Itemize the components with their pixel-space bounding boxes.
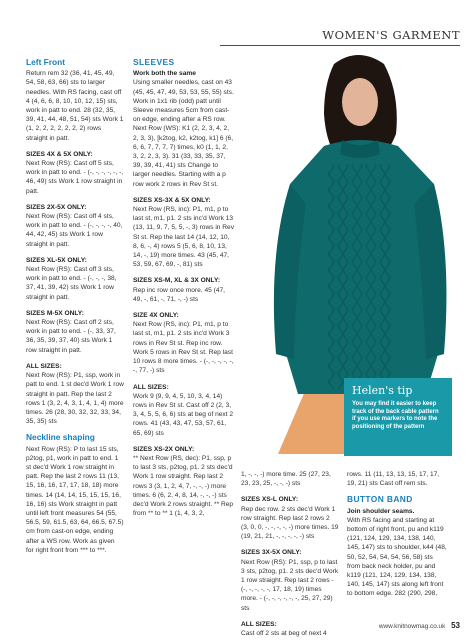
sleeves-xsm-heading: SIZES XS-M, XL & 3X ONLY: xyxy=(133,277,221,285)
tip-box xyxy=(344,378,452,456)
sleeves-column xyxy=(133,58,235,518)
sleeves-heading: SLEEVES xyxy=(133,57,175,67)
col3-3x-text: Next Row (RS): P1, ssp, p to last 3 sts, p2tog, p1. 2 sts dec'd Work 1 row straight. Rep last 2 rows - (-, -, -, -, -, 17, 18, 19) times more. - (-, -, -, -, -, -, 25, 27, 29) sts xyxy=(241,558,339,612)
footer-url: www.knitnowmag.co.uk xyxy=(378,623,446,630)
sleeves-both-text: Using smaller needles, cast on 43 (45, 45, 47, 49, 53, 53, 55, 55) sts. Work in 1x1 rib (odd) patt until Sleeve measures 5cm from cast-on edge, ending after a RS row. xyxy=(133,79,234,124)
left-front-heading: Left Front xyxy=(26,57,66,67)
section-title: WOMEN'S GARMENT xyxy=(220,28,460,46)
all-sizes-text: Next Row (RS): P1, ssp, work in patt to end. 1 st dec'd Work 1 row straight in patt. Rep the last 2 rows 1 (3, 2, 4, 3, 1, 4, 1, 4) more times. 26 (28, 30, 32, 32, 33, 34, 35, 35) sts xyxy=(26,372,124,426)
sizes-2x-heading: SIZES 2X-5X ONLY: xyxy=(26,203,87,211)
sleeves-all-heading: ALL SIZES: xyxy=(133,383,169,391)
sizes-2x-text: Next Row (RS): Cast off 4 sts, work in patt to end. - (-, -, -, -, 40, 44, 42, 45) sts Work 1 row straight in patt. xyxy=(26,213,123,248)
sizes-m-text: Next Row (RS): Cast off 2 sts, work in patt to end. - (-, 33, 37, 36, 35, 39, 37, 40) sts Work 1 row straight in patt. xyxy=(26,319,116,354)
left-front-intro: Return rem 32 (36, 41, 45, 49, 54, 58, 63, 66) sts to larger needles. With RS facing, cast off 4 (4, 6, 6, 8, 10, 10, 12, 15) sts, work in patt to end. 28 (32, 35, 39, 41, 44, 48, 51, 54) sts Work 1 (1, 2, 2, 2, 2, 2, 2, 2) rows straight in patt. xyxy=(26,70,124,142)
page-number: 53 xyxy=(451,621,460,630)
sizes-4x-heading: SIZES 4X & 5X ONLY: xyxy=(26,150,93,158)
sizes-4x-text: Next Row (RS): Cast off 5 sts, work in patt to end. - (-, -, -, -, -, -, 46, 49) sts Work 1 row straight in patt. xyxy=(26,160,124,195)
tip-title: Helen's tip xyxy=(352,384,413,397)
sizes-m-heading: SIZES M-5X ONLY: xyxy=(26,309,84,317)
sleeves-xs3x-text: Next Row (RS, inc): P1, m1, p to last st, m1, p1. 2 sts inc'd Work 13 (13, 11, 9, 7, 5, 5, -, 3) rows in Rev St st. Rep the last 14 (14, 12, 10, 8, 6, -, 4) rows 5 (5, 6, 8, 10, 13, 14, -, 19) more times. 43 (45, 47, 53, 59, 67, 69, -, 81) sts xyxy=(133,206,235,269)
sleeves-xsm-text: Rep inc row once more. 45 (47, 49, -, 61, -, 71, -, -) sts xyxy=(133,286,225,303)
sleeves-2x-heading: SIZES XS-2X ONLY: xyxy=(133,445,195,453)
sleeves-continued-column xyxy=(241,470,339,638)
neckline-heading: Neckline shaping xyxy=(26,432,95,443)
col3-xsl-text: Rep dec row. 2 sts dec'd Work 1 row straight. Rep last 2 rows 2 (3, 0, 0, -, -, -, -, -) more times. 19 (19, 21, 21, -, -, -, -, -) sts xyxy=(241,505,339,541)
all-sizes-heading: ALL SIZES: xyxy=(26,362,62,370)
sleeves-2x-text: ** Next Row (RS, dec): P1, ssp, p to last 3 sts, p2tog, p1. 2 sts dec'd Work 1 row straight. Rep last 2 rows 3 (3, 1, 2, 4, 7, -, -, -) more times. 6 (6, 2, 4, 8, 14, -, -, -) sts dec'd Work 2 rows straight. ** Rep from ** to ** 1 (1, 4, 3, 2, xyxy=(133,454,234,518)
col3-continued-text: 1, -, -, -) more time. 25 (27, 23, 23, 23, 25, -, -, -) sts xyxy=(241,471,331,488)
button-band-column xyxy=(347,470,447,599)
button-band-heading: BUTTON BAND xyxy=(347,494,413,505)
sleeves-xs3x-heading: SIZES XS-3X & 5X ONLY: xyxy=(133,196,211,204)
sizes-xl-heading: SIZES XL-5X ONLY: xyxy=(26,256,87,264)
sleeves-4x-text: Next Row (RS, inc): P1, m1, p to last st, m1, p1. 2 sts inc'd Work 3 rows in Rev St st. Rep inc row. Work 5 rows in Rev St st. Rep last 10 rows 8 more times. - (-, -, -, -, -, -, 77, -) sts xyxy=(133,321,234,375)
sleeves-all-text: Work 9 (9, 9, 4, 5, 10, 3, 4, 14) rows in Rev St st. Cast off 2 (2, 3, 3, 4, 5, 5, 6, 6) sts at beg of next 2 rows. 41 (43, 43, 47, 53, 57, 61, 65, 69) sts xyxy=(133,392,234,437)
sleeves-4x-heading: SIZE 4X ONLY: xyxy=(133,312,179,320)
sizes-xl-text: Next Row (RS): Cast off 3 sts, work in patt to end. - (-, -, -, 38, 37, 41, 39, 42) sts Work 1 row straight in patt. xyxy=(26,266,117,301)
join-shoulder-heading: Join shoulder seams. xyxy=(347,507,415,515)
neckline-text: Next Row (RS): P to last 15 sts, p2tog, p1, work in patt to end. 1 st dec'd Work 1 row straight in patt. Rep the last 2 rows 11 (13, 15, 16, 16, 17, 17, 18, 18) more times. 14 (14, 14, 15, 15, 15, 16, 16, 16) sts Work straight in patt until left front measures 54 (55, 56.5, 59, 61.5, 63, 64, 66.5, 67.5) cm from cast-on edge, ending after a WS row. Work as given for right front from *** to ***. xyxy=(26,445,124,554)
tip-text: You may find it easier to keep track of the back cable pattern if you use markers to note the positioning of the pattern xyxy=(352,401,439,430)
sleeves-both-heading: Work both the same xyxy=(133,70,196,78)
sleeves-next-row: Next Row (WS): K1 (2, 2, 3, 4, 2, 2, 3, 3), [k2tog, k2, k2tog, k1] 6 (6, 6, 6, 7, 7, 7, 7) times, k0 (1, 1, 2, 3, 2, 2, 3, 3). 31 (33, 33, 35, 37, 39, 39, 41, 41) sts Change to larger needles. Starting with a p row work 2 rows in Rev St st. xyxy=(133,125,234,188)
button-band-text: With RS facing and starting at bottom of right front, pu and k119 (121, 124, 129, 134, 138, 140, 145, 147) sts to shoulder, k44 (48, 50, 52, 54, 54, 54, 56, 58) sts from back neck holder, pu and k119 (121, 124, 129, 134, 138, 140, 145, 147) sts along left front to bottom edge. 282 (290, 298, xyxy=(347,516,447,598)
col3-all-heading: ALL SIZES: xyxy=(241,620,277,628)
col3-3x-heading: SIZES 3X-5X ONLY: xyxy=(241,549,302,557)
col4-continued-text: rows. 11 (11, 13, 13, 15, 17, 17, 19, 21) sts Cast off rem sts. xyxy=(347,471,440,488)
left-front-column xyxy=(26,58,124,555)
col3-xsl-heading: SIZES XS-L ONLY: xyxy=(241,496,299,504)
col3-all-text: Cast off 2 sts at beg of next 4 xyxy=(241,630,327,638)
page-footer xyxy=(379,621,460,630)
